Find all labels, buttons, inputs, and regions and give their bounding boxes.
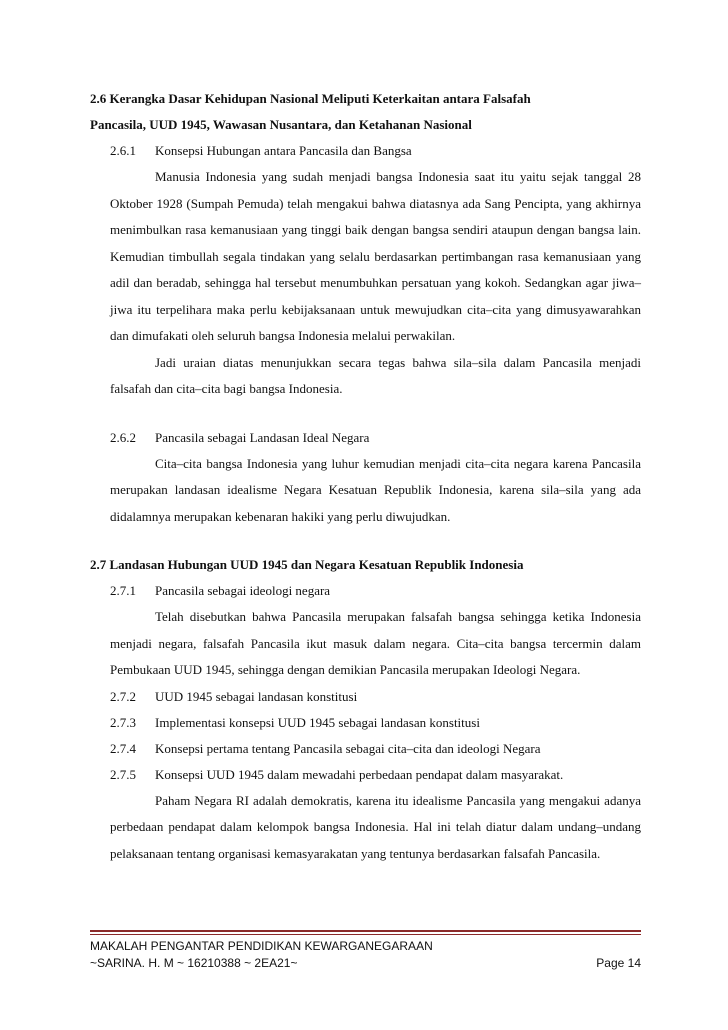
spacer	[90, 403, 641, 425]
subsection-title: Pancasila sebagai ideologi negara	[155, 583, 331, 598]
subsection-number: 2.6.2	[110, 429, 136, 445]
subsection-heading-2-7-5	[90, 762, 641, 788]
footer-title: MAKALAH PENGANTAR PENDIDIKAN KEWARGANEGARAAN	[90, 939, 433, 953]
section-title-line2: Pancasila, UUD 1945, Wawasan Nusantara, dan Ketahanan Nasional	[90, 117, 472, 132]
subsection-number: 2.6.1	[110, 143, 136, 158]
spacer	[90, 530, 641, 552]
section-heading-2-6	[90, 86, 641, 112]
footer-rule-thick	[90, 930, 641, 932]
subsection-title: Konsepsi UUD 1945 dalam mewadahi perbedaan pendapat dalam masyarakat.	[155, 766, 564, 782]
subsection-number: 2.7.5	[110, 766, 136, 782]
subsection-heading-2-7-2	[90, 684, 641, 710]
footer-text	[90, 938, 641, 972]
page-content	[90, 86, 641, 867]
section-heading-2-7	[90, 552, 641, 578]
paragraph: Cita–cita bangsa Indonesia yang luhur kemudian menjadi cita–cita negara karena Pancasila merupakan landasan idealisme Negara Kesatuan Republik Indonesia, karena sila–sila yang ada didalamnya merupakan kebenaran hakiki yang perlu diwujudkan.	[110, 455, 641, 524]
section-number: 2.7	[90, 557, 107, 572]
subsection-number: 2.7.4	[110, 740, 136, 756]
paragraph: Manusia Indonesia yang sudah menjadi bangsa Indonesia saat itu yaitu sejak tanggal 28 Oktober 1928 (Sumpah Pemuda) telah mengakui bahwa diatasnya ada Sang Pencipta, yang akhirnya menimbulkan rasa kemanusiaan yang tinggi baik dengan bangsa sendiri ataupun dengan bangsa lain. Kemudian timbullah segala tindakan yang selalu berdasarkan pertimbangan rasa kemanusiaan yang adil dan beradab, sehingga hal tersebut menumbuhkan persatuan yang kokoh. Sedangkan agar jiwa–jiwa itu terpelihara maka perlu kebijaksanaan untuk mewujudkan cita–cita yang dimusyawarahkan dan dimufakati oleh seluruh bangsa Indonesia melalui perwakilan.	[110, 169, 641, 343]
subsection-number: 2.7.3	[110, 714, 136, 730]
section-title: Landasan Hubungan UUD 1945 dan Negara Kesatuan Republik Indonesia	[109, 557, 524, 572]
page-footer	[90, 930, 641, 972]
footer-rule-thin	[90, 934, 641, 935]
subsection-number: 2.7.2	[110, 688, 136, 704]
subsection-heading-2-7-3	[90, 710, 641, 736]
paragraph: Paham Negara RI adalah demokratis, karena itu idealisme Pancasila yang mengakui adanya perbedaan pendapat dalam kelompok bangsa Indonesia. Hal ini telah diatur dalam undang–undang pelaksanaan tentang organisasi kemasyarakatan yang tentunya berdasarkan falsafah Pancasila.	[110, 792, 641, 861]
section-number: 2.6	[90, 91, 107, 106]
footer-author-line	[90, 955, 641, 972]
paragraph: Telah disebutkan bahwa Pancasila merupakan falsafah bangsa sehingga ketika Indonesia menjadi negara, falsafah Pancasila ikut masuk dalam negara. Cita–cita bangsa tercermin dalam Pembukaan UUD 1945, sehingga dengan demikian Pancasila merupakan Ideologi Negara.	[110, 609, 641, 677]
subsection-heading-2-7-4	[90, 736, 641, 762]
subsection-title: UUD 1945 sebagai landasan konstitusi	[155, 688, 358, 704]
footer-author: ~SARINA. H. M ~ 16210388 ~ 2EA21~	[90, 956, 298, 970]
paragraph: Jadi uraian diatas menunjukkan secara tegas bahwa sila–sila dalam Pancasila menjadi falsafah dan cita–cita bagi bangsa Indonesia.	[110, 354, 641, 396]
subsection-title: Konsepsi Hubungan antara Pancasila dan Bangsa	[155, 143, 412, 158]
subsection-heading-2-6-1	[90, 138, 641, 164]
subsection-heading-2-6-2	[90, 425, 641, 451]
page-number: Page 14	[596, 956, 641, 970]
subsection-title: Pancasila sebagai Landasan Ideal Negara	[155, 429, 370, 445]
subsection-title: Konsepsi pertama tentang Pancasila sebagai cita–cita dan ideologi Negara	[155, 740, 541, 756]
subsection-title: Implementasi konsepsi UUD 1945 sebagai landasan konstitusi	[155, 714, 480, 730]
subsection-heading-2-7-1	[90, 578, 641, 604]
subsection-number: 2.7.1	[110, 583, 136, 598]
section-title-line1: Kerangka Dasar Kehidupan Nasional Meliputi Keterkaitan antara Falsafah	[109, 91, 531, 106]
